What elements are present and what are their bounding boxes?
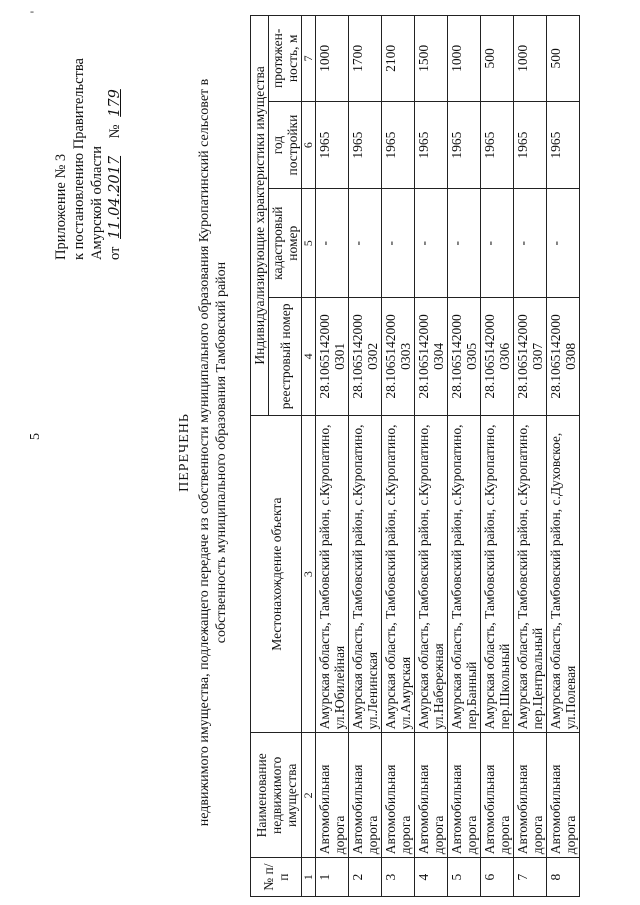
cell-registry: 28.1065142000 0306 xyxy=(481,297,514,415)
cell-num: 7 xyxy=(514,858,547,897)
cell-num: 4 xyxy=(415,858,448,897)
title-heading: ПЕРЕЧЕНЬ xyxy=(177,413,192,492)
cell-name: Автомобильная дорога xyxy=(448,733,481,858)
cell-year: 1965 xyxy=(514,101,547,189)
cell-cadastral: - xyxy=(316,189,349,297)
cell-cadastral: - xyxy=(514,189,547,297)
table-row xyxy=(514,16,547,897)
col-number: 5 xyxy=(302,189,316,297)
cell-location: Амурская область, Тамбовский район, с.Куропатино, пер.Банный xyxy=(448,415,481,733)
title-line-2: собственность муниципального образования Тамбовский район xyxy=(214,261,229,644)
cell-cadastral: - xyxy=(547,189,580,297)
header-cadastral: кадастровый номер xyxy=(269,189,302,297)
cell-num: 8 xyxy=(547,858,580,897)
table-row xyxy=(415,16,448,897)
cell-length: 1000 xyxy=(448,16,481,102)
header-length: протяжен- ность, м xyxy=(269,16,302,102)
cell-registry: 28.1065142000 0305 xyxy=(448,297,481,415)
cell-year: 1965 xyxy=(349,101,382,189)
cell-location: Амурская область, Тамбовский район, с.Куропатино, ул.Амурская xyxy=(382,415,415,733)
cell-name: Автомобильная дорога xyxy=(349,733,382,858)
table-row xyxy=(316,16,349,897)
cell-cadastral: - xyxy=(349,189,382,297)
col-number: 3 xyxy=(302,415,316,733)
appendix-line-3: Амурской области xyxy=(89,146,105,260)
appendix-line-2: к постановлению Правительства xyxy=(71,58,87,260)
cell-registry: 28.1065142000 0303 xyxy=(382,297,415,415)
header-registry: реестровый номер xyxy=(269,297,302,415)
cell-cadastral: - xyxy=(448,189,481,297)
cell-length: 1000 xyxy=(514,16,547,102)
cell-registry: 28.1065142000 0302 xyxy=(349,297,382,415)
cell-num: 5 xyxy=(448,858,481,897)
stray-mark: - xyxy=(30,4,34,18)
cell-registry: 28.1065142000 0301 xyxy=(316,297,349,415)
cell-length: 500 xyxy=(547,16,580,102)
header-characteristics: Индивидуализирующие характеристики имущества xyxy=(251,16,269,416)
cell-length: 500 xyxy=(481,16,514,102)
cell-year: 1965 xyxy=(415,101,448,189)
cell-name: Автомобильная дорога xyxy=(382,733,415,858)
header-year: год постройки xyxy=(269,101,302,189)
cell-registry: 28.1065142000 0304 xyxy=(415,297,448,415)
cell-length: 1700 xyxy=(349,16,382,102)
cell-registry: 28.1065142000 0308 xyxy=(547,297,580,415)
cell-num: 1 xyxy=(316,858,349,897)
col-number: 1 xyxy=(302,858,316,897)
table-row xyxy=(349,16,382,897)
cell-year: 1965 xyxy=(481,101,514,189)
col-number: 2 xyxy=(302,733,316,858)
appendix-number: 179 xyxy=(107,89,123,117)
page-number: 5 xyxy=(28,433,43,440)
cell-length: 2100 xyxy=(382,16,415,102)
cell-name: Автомобильная дорога xyxy=(547,733,580,858)
cell-name: Автомобильная дорога xyxy=(514,733,547,858)
cell-location: Амурская область, Тамбовский район, с.Куропатино, ул.Набережная xyxy=(415,415,448,733)
appendix-line-1: Приложение № 3 xyxy=(53,153,69,260)
table-row xyxy=(481,16,514,897)
cell-year: 1965 xyxy=(316,101,349,189)
cell-cadastral: - xyxy=(382,189,415,297)
cell-num: 3 xyxy=(382,858,415,897)
cell-location: Амурская область, Тамбовский район, с.Куропатино, пер.Центральный xyxy=(514,415,547,733)
cell-num: 6 xyxy=(481,858,514,897)
col-number: 4 xyxy=(302,297,316,415)
cell-name: Автомобильная дорога xyxy=(316,733,349,858)
cell-name: Автомобильная дорога xyxy=(415,733,448,858)
table-row xyxy=(448,16,481,897)
cell-location: Амурская область, Тамбовский район, с.Духовское, ул.Полевая xyxy=(547,415,580,733)
cell-name: Автомобильная дорога xyxy=(481,733,514,858)
header-name: Наименование недвижимого имущества xyxy=(251,733,302,858)
cell-num: 2 xyxy=(349,858,382,897)
header-location: Местонахождение объекта xyxy=(251,415,302,733)
col-number: 7 xyxy=(302,16,316,102)
appendix-block xyxy=(52,20,124,260)
number-prefix: № xyxy=(107,124,123,139)
cell-location: Амурская область, Тамбовский район, с.Куропатино, ул.Юбилейная xyxy=(316,415,349,733)
table-row xyxy=(547,16,580,897)
appendix-date: 11.04.2017 xyxy=(107,155,123,239)
cell-length: 1500 xyxy=(415,16,448,102)
cell-year: 1965 xyxy=(547,101,580,189)
table-row xyxy=(382,16,415,897)
cell-registry: 28.1065142000 0307 xyxy=(514,297,547,415)
col-number: 6 xyxy=(302,101,316,189)
date-prefix: от xyxy=(107,246,123,260)
cell-location: Амурская область, Тамбовский район, с.Куропатино, ул.Ленинская xyxy=(349,415,382,733)
title-line-1: недвижимого имущества, подлежащего передаче из собственности муниципального образования Куропатинский сельсовет в xyxy=(197,78,212,827)
header-num: № п/п xyxy=(251,858,302,897)
cell-year: 1965 xyxy=(448,101,481,189)
cell-cadastral: - xyxy=(481,189,514,297)
cell-length: 1000 xyxy=(316,16,349,102)
property-table xyxy=(250,15,580,897)
cell-cadastral: - xyxy=(415,189,448,297)
document-title xyxy=(176,40,230,865)
cell-year: 1965 xyxy=(382,101,415,189)
appendix-date-line xyxy=(106,20,124,260)
cell-location: Амурская область, Тамбовский район, с.Куропатино, пер.Школьный xyxy=(481,415,514,733)
